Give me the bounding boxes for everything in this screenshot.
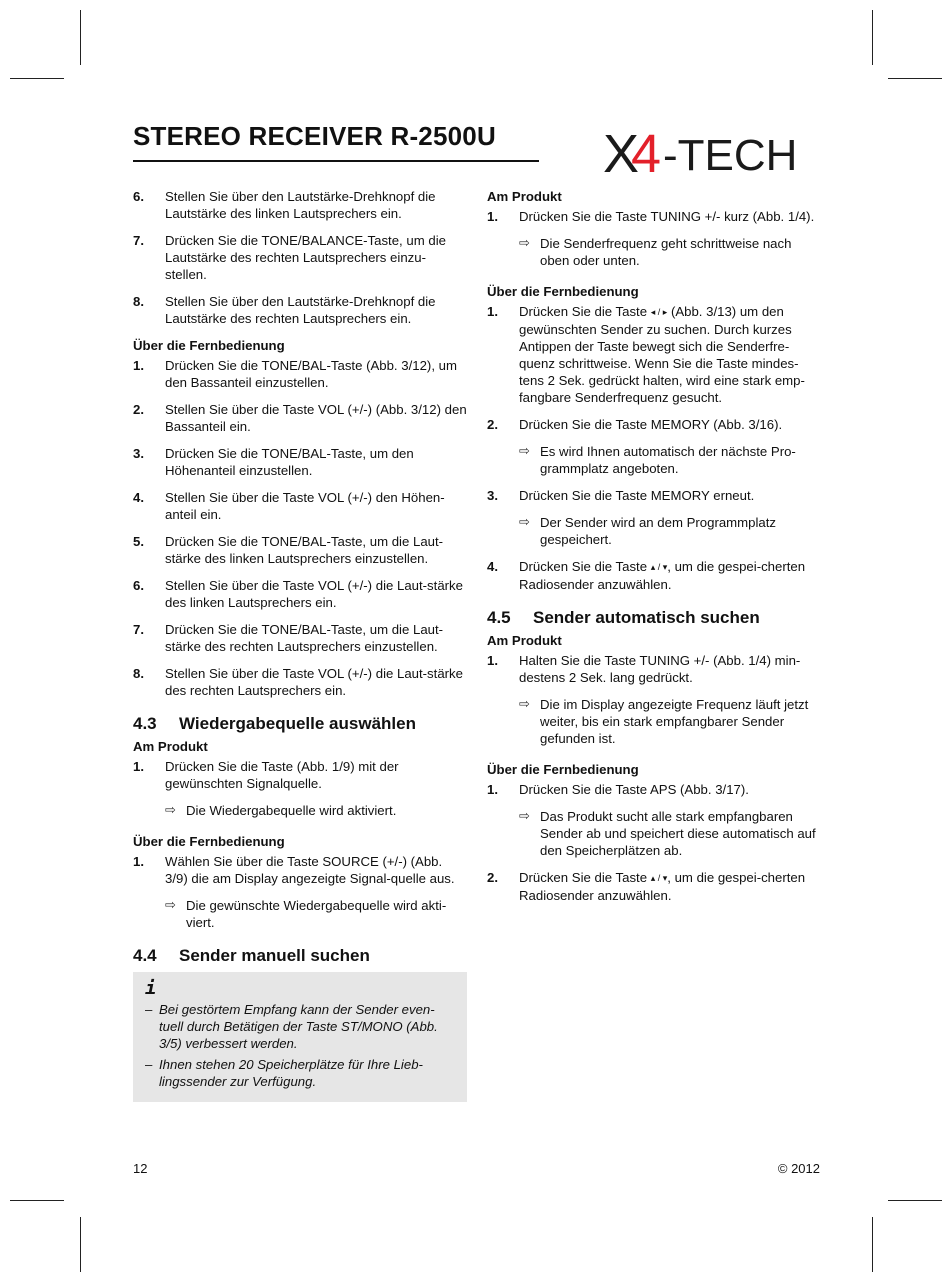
- step-number: 1.: [133, 854, 144, 869]
- left-right-arrows-icon: ◂ / ▸: [650, 307, 668, 317]
- step-text: Drücken Sie die Taste (Abb. 1/9) mit der gewünschten Signalquelle.: [165, 759, 399, 791]
- list-item: [487, 869, 821, 904]
- step-number: 3.: [133, 446, 144, 461]
- list-item: [133, 357, 467, 391]
- result-line: [519, 808, 821, 859]
- list-item: [133, 401, 467, 435]
- step-text: Drücken Sie die Taste TUNING +/- kurz (Abb. 1/4).: [519, 209, 815, 224]
- info-box: [133, 972, 467, 1102]
- step-text-post: , um die gespei-cherten Radiosender anzuwählen.: [519, 870, 806, 903]
- list-item: [133, 665, 467, 699]
- list-item: [487, 416, 821, 433]
- step-text: Stellen Sie über die Taste VOL (+/-) (Abb. 3/12) den Bassanteil ein.: [165, 402, 467, 434]
- step-number: 1.: [133, 759, 144, 774]
- step-number: 7.: [133, 622, 144, 637]
- crop-mark: [872, 10, 873, 65]
- step-number: 4.: [133, 490, 144, 505]
- result-arrow-icon: ⇨: [165, 897, 176, 912]
- crop-mark: [10, 1200, 64, 1201]
- subheading-remote: Über die Fernbedienung: [133, 834, 285, 849]
- result-line: [165, 802, 467, 819]
- result-text: Das Produkt sucht alle stark empfangbaren Sender ab und speichert diese automatisch auf den Speicherplätzen ab.: [540, 809, 816, 858]
- result-arrow-icon: ⇨: [519, 808, 530, 823]
- section-number: 4.5: [487, 608, 511, 627]
- subheading-remote: Über die Fernbedienung: [133, 338, 285, 353]
- step-number: 4.: [487, 559, 498, 574]
- step-number: 1.: [487, 653, 498, 668]
- list-item: [133, 533, 467, 567]
- step-number: 6.: [133, 578, 144, 593]
- list-item: [487, 652, 821, 686]
- note-dash: –: [145, 1057, 153, 1072]
- result-text: Die im Display angezeigte Frequenz läuft jetzt weiter, bis ein stark empfangbarer Sender gefunden ist.: [540, 697, 809, 746]
- section-4-3-heading: [133, 715, 467, 732]
- step-text: Halten Sie die Taste TUNING +/- (Abb. 1/4) min-destens 2 Sek. lang gedrückt.: [519, 653, 801, 685]
- right-column: [487, 188, 821, 914]
- page-number: 12: [133, 1161, 148, 1176]
- step-number: 2.: [487, 870, 498, 885]
- step-number: 8.: [133, 294, 144, 309]
- list-item: [487, 781, 821, 798]
- result-text: Die Wiedergabequelle wird aktiviert.: [186, 803, 397, 818]
- page-title: STEREO RECEIVER R-2500U: [133, 121, 496, 151]
- list-item: [487, 558, 821, 593]
- step-text-pre: Drücken Sie die Taste: [519, 304, 648, 319]
- step-text: Drücken Sie die TONE/BAL-Taste, um die Laut-stärke des rechten Lautsprechers einzustellen.: [165, 622, 444, 654]
- section-4-5-heading: [487, 609, 821, 626]
- list-item: [133, 758, 467, 792]
- list-item: [487, 303, 821, 406]
- list-item: [133, 577, 467, 611]
- step-number: 1.: [133, 358, 144, 373]
- info-note: [145, 1056, 455, 1090]
- step-number: 6.: [133, 189, 144, 204]
- svg-text:-TECH: -TECH: [663, 131, 798, 180]
- step-text: Stellen Sie über den Lautstärke-Drehknopf die Lautstärke des linken Lautsprechers ein.: [165, 189, 436, 221]
- svg-text:4: 4: [631, 124, 662, 182]
- result-arrow-icon: ⇨: [519, 514, 530, 529]
- note-text: Bei gestörtem Empfang kann der Sender even-tuell durch Betätigen der Taste ST/MONO (Abb. 3/5) verbessert werden.: [159, 1002, 438, 1051]
- step-number: 1.: [487, 782, 498, 797]
- crop-mark: [80, 1217, 81, 1272]
- step-number: 1.: [487, 209, 498, 224]
- step-text: Drücken Sie die TONE/BALANCE-Taste, um die Lautstärke des rechten Lautsprechers einzu-stellen.: [165, 233, 446, 282]
- step-number: 2.: [133, 402, 144, 417]
- result-text: Es wird Ihnen automatisch der nächste Pro-grammplatz angeboten.: [540, 444, 796, 476]
- section-title: Sender manuell suchen: [179, 946, 370, 965]
- result-text: Der Sender wird an dem Programmplatz gespeichert.: [540, 515, 777, 547]
- result-arrow-icon: ⇨: [519, 235, 530, 250]
- step-number: 7.: [133, 233, 144, 248]
- step-text: Drücken Sie die TONE/BAL-Taste (Abb. 3/12), um den Bassanteil einzustellen.: [165, 358, 457, 390]
- step-text-pre: Drücken Sie die Taste: [519, 870, 648, 885]
- result-arrow-icon: ⇨: [519, 696, 530, 711]
- note-dash: –: [145, 1002, 153, 1017]
- left-column: [133, 188, 467, 1102]
- result-line: [165, 897, 467, 931]
- subheading-remote: Über die Fernbedienung: [487, 762, 639, 777]
- step-number: 5.: [133, 534, 144, 549]
- result-line: [519, 235, 821, 269]
- title-underline: [133, 160, 539, 162]
- crop-mark: [888, 78, 942, 79]
- subheading-product: Am Produkt: [487, 633, 562, 648]
- step-text: Stellen Sie über die Taste VOL (+/-) die Laut-stärke des rechten Lautsprechers ein.: [165, 666, 463, 698]
- result-text: Die Senderfrequenz geht schrittweise nach oben oder unten.: [540, 236, 792, 268]
- list-item: [487, 208, 821, 225]
- result-line: [519, 443, 821, 477]
- subheading-remote: Über die Fernbedienung: [487, 284, 639, 299]
- section-number: 4.4: [133, 946, 157, 965]
- step-text-pre: Drücken Sie die Taste: [519, 559, 648, 574]
- list-item: [487, 487, 821, 504]
- list-item: [133, 445, 467, 479]
- section-4-4-heading: [133, 947, 467, 964]
- step-text: Drücken Sie die Taste MEMORY (Abb. 3/16).: [519, 417, 783, 432]
- note-text: Ihnen stehen 20 Speicherplätze für Ihre Lieb-lingssender zur Verfügung.: [159, 1057, 423, 1089]
- crop-mark: [80, 10, 81, 65]
- section-title: Sender automatisch suchen: [533, 608, 760, 627]
- crop-mark: [10, 78, 64, 79]
- step-text: Drücken Sie die TONE/BAL-Taste, um den Höhenanteil einzustellen.: [165, 446, 414, 478]
- step-text: Stellen Sie über den Lautstärke-Drehknopf die Lautstärke des rechten Lautsprechers ein.: [165, 294, 436, 326]
- section-number: 4.3: [133, 714, 157, 733]
- crop-mark: [872, 1217, 873, 1272]
- result-line: [519, 514, 821, 548]
- section-title: Wiedergabequelle auswählen: [179, 714, 416, 733]
- up-down-arrows-icon: ▴ / ▾: [650, 562, 668, 572]
- step-number: 2.: [487, 417, 498, 432]
- subheading-product: Am Produkt: [133, 739, 208, 754]
- list-item: [133, 232, 467, 283]
- step-text: Drücken Sie die TONE/BAL-Taste, um die Laut-stärke des linken Lautsprechers einzustellen.: [165, 534, 444, 566]
- step-number: 3.: [487, 488, 498, 503]
- step-number: 8.: [133, 666, 144, 681]
- list-item: [133, 293, 467, 327]
- subheading-product: Am Produkt: [487, 189, 562, 204]
- up-down-arrows-icon: ▴ / ▾: [650, 873, 668, 883]
- step-text: Wählen Sie über die Taste SOURCE (+/-) (Abb. 3/9) die am Display angezeigte Signal-quelle aus.: [165, 854, 455, 886]
- list-item: [133, 188, 467, 222]
- crop-mark: [888, 1200, 942, 1201]
- result-arrow-icon: ⇨: [519, 443, 530, 458]
- copyright-notice: © 2012: [777, 1161, 820, 1176]
- step-text-post: , um die gespei-cherten Radiosender anzuwählen.: [519, 559, 806, 592]
- step-text-post: (Abb. 3/13) um den gewünschten Sender zu suchen. Durch kurzes Antippen der Taste bewegt sich die Senderfre-quenz schrittweise. Wenn Sie die Taste mindes-tens 2 Sek. gedrückt halten, wird eine stark emp-fangbare Senderfrequenz gesucht.: [519, 304, 805, 405]
- step-text: Drücken Sie die Taste APS (Abb. 3/17).: [519, 782, 749, 797]
- info-note: [145, 1001, 455, 1052]
- brand-logo: [603, 120, 823, 182]
- result-arrow-icon: ⇨: [165, 802, 176, 817]
- step-text: Stellen Sie über die Taste VOL (+/-) die Laut-stärke des linken Lautsprechers ein.: [165, 578, 463, 610]
- result-line: [519, 696, 821, 747]
- step-text: Stellen Sie über die Taste VOL (+/-) den Höhen-anteil ein.: [165, 490, 445, 522]
- svg-text:X: X: [603, 124, 638, 182]
- list-item: [133, 853, 467, 887]
- step-number: 1.: [487, 304, 498, 319]
- info-icon: i: [145, 977, 157, 999]
- step-text: Drücken Sie die Taste MEMORY erneut.: [519, 488, 755, 503]
- list-item: [133, 489, 467, 523]
- list-item: [133, 621, 467, 655]
- result-text: Die gewünschte Wiedergabequelle wird akti-viert.: [186, 898, 447, 930]
